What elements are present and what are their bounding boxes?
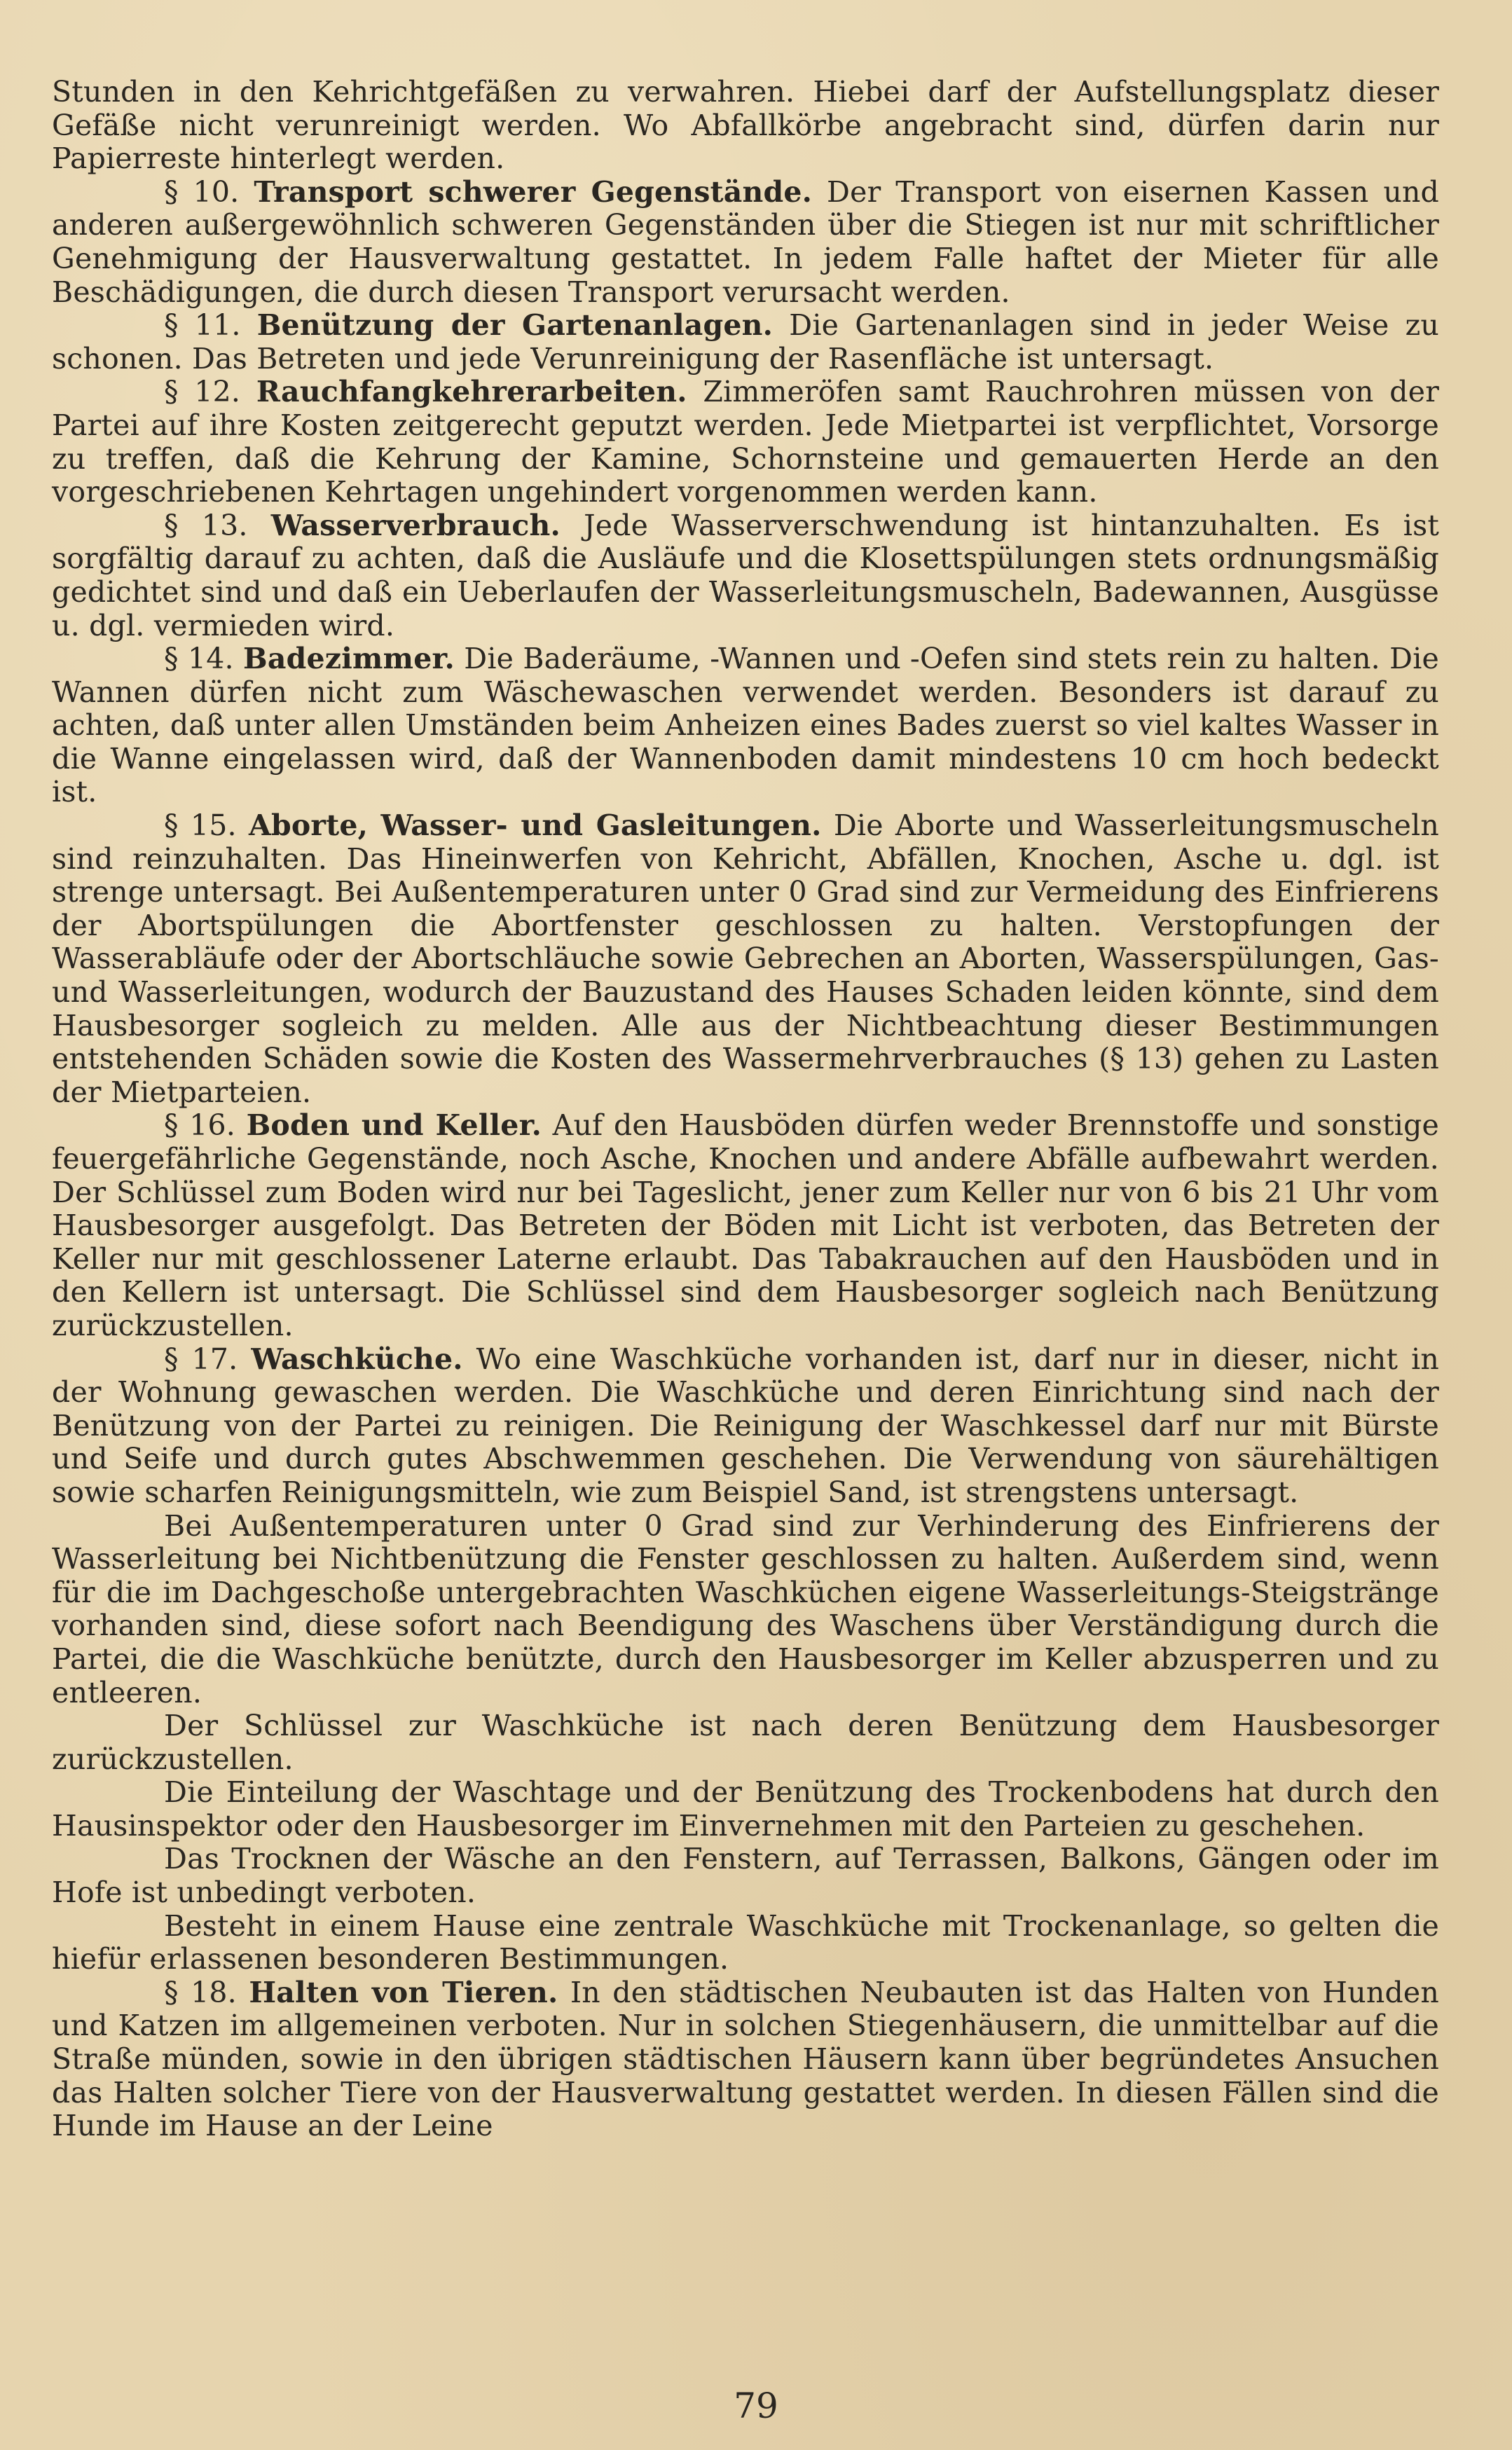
paragraph-body: Der Schlüssel zur Waschküche ist nach deren Benützung dem Hausbesorger zurückzustellen.: [52, 1709, 1439, 1776]
section-heading: Boden und Keller.: [246, 1108, 542, 1143]
section-number: § 13.: [164, 508, 248, 542]
section-heading: Waschküche.: [251, 1342, 463, 1376]
section-number: § 12.: [164, 375, 241, 409]
section-body: Wo eine Waschküche vorhanden ist, darf nur in dieser, nicht in der Wohnung gewaschen werden. Die Waschküche und deren Einrichtung sind nach der Benützung von der Partei zu reinigen. Die Reinigung der Waschkessel darf nur mit Bürste und Seife und durch gutes Abschwemmen geschehen. Die Verwendung von säurehältigen sowie scharfen Reinigungsmitteln, wie zum Beispiel Sand, ist strengstens untersagt.: [52, 1342, 1440, 1509]
section-heading: Benützung der Gartenanlagen.: [256, 308, 774, 343]
paragraph-body: Besteht in einem Hause eine zentrale Waschküche mit Trockenanlage, so gelten die hiefür erlassenen besonderen Bestimmungen.: [52, 1908, 1439, 1976]
section-number: § 15.: [164, 808, 237, 843]
section-number: § 18.: [164, 1975, 237, 2009]
section-number: § 16.: [164, 1108, 236, 1143]
section-16: [52, 1109, 1439, 1342]
section-heading: Transport schwerer Gegenstände.: [254, 174, 813, 209]
section-heading: Rauchfangkehrerarbeiten.: [256, 375, 687, 409]
section-heading: Aborte, Wasser- und Gasleitungen.: [248, 808, 822, 843]
section-heading: Halten von Tieren.: [249, 1975, 558, 2009]
section-17-paragraph-6: [52, 1910, 1439, 1976]
paragraph-body: Das Trocknen der Wäsche an den Fenstern, auf Terrassen, Balkons, Gängen oder im Hofe ist unbedingt verboten.: [52, 1842, 1439, 1910]
paragraph-body: Stunden in den Kehrichtgefäßen zu verwahren. Hiebei darf der Aufstellungsplatz dieser Gefäße nicht verunreinigt werden. Wo Abfallkörbe angebracht sind, dürfen darin nur Papierreste hinterlegt werden.: [52, 75, 1439, 176]
section-number: § 11.: [164, 308, 241, 343]
page-number: 79: [734, 2386, 778, 2426]
section-body: Die Gartenanlagen sind in jeder Weise zu schonen. Das Betreten und jede Verunreinigung der Rasenfläche ist untersagt.: [52, 308, 1439, 376]
section-17-paragraph-2: [52, 1510, 1439, 1710]
section-10: [52, 176, 1439, 309]
paragraph-continuation: [52, 76, 1439, 176]
section-body: Die Baderäume, -Wannen und -Oefen sind stets rein zu halten. Die Wannen dürfen nicht zum Wäschewaschen verwendet werden. Besonders ist darauf zu achten, daß unter allen Umständen beim Anheizen eines Bades zuerst so viel kaltes Wasser in die Wanne eingelassen wird, daß der Wannenboden damit mindestens 10 cm hoch bedeckt ist.: [52, 642, 1440, 809]
section-body: Der Transport von eisernen Kassen und anderen außergewöhnlich schweren Gegenständen über die Stiegen ist nur mit schriftlicher Genehmigung der Hausverwaltung gestattet. In jedem Falle haftet der Mieter für alle Beschädigungen, die durch diesen Transport verursacht werden.: [52, 174, 1439, 309]
section-11: [52, 309, 1439, 376]
section-heading: Wasserverbrauch.: [270, 508, 561, 542]
section-body: Die Aborte und Wasserleitungsmuscheln sind reinzuhalten. Das Hineinwerfen von Kehricht, Abfällen, Knochen, Asche u. dgl. ist strenge untersagt. Bei Außentemperaturen unter 0 Grad sind zur Vermeidung des Einfrierens der Abortspülungen die Abortfenster geschlossen zu halten. Verstopfungen der Wasserabläufe oder der Abortschläuche sowie Gebrechen an Aborten, Wasserspülungen, Gas- und Wasserleitungen, wodurch der Bauzustand des Hauses Schaden leiden könnte, sind dem Hausbesorger sogleich zu melden. Alle aus der Nichtbeachtung dieser Bestimmungen entstehenden Schäden sowie die Kosten des Wassermehrverbrauches (§ 13) gehen zu Lasten der Mietparteien.: [52, 808, 1439, 1109]
section-body: Auf den Hausböden dürfen weder Brennstoffe und sonstige feuergefährliche Gegenstände, noch Asche, Knochen und andere Abfälle aufbewahrt werden. Der Schlüssel zum Boden wird nur bei Tageslicht, jener zum Keller nur von 6 bis 21 Uhr vom Hausbesorger ausgefolgt. Das Betreten der Böden mit Licht ist verboten, das Betreten der Keller nur mit geschlossener Laterne erlaubt. Das Tabakrauchen auf den Hausböden und in den Kellern ist untersagt. Die Schlüssel sind dem Hausbesorger sogleich nach Benützung zurückzustellen.: [52, 1108, 1440, 1342]
section-14: [52, 642, 1439, 809]
section-18: [52, 1976, 1439, 2143]
body-text: [52, 76, 1439, 2143]
section-17: [52, 1343, 1439, 1510]
section-17-paragraph-3: [52, 1709, 1439, 1776]
section-number: § 10.: [164, 174, 240, 209]
paragraph-body: Die Einteilung der Waschtage und der Benützung des Trockenbodens hat durch den Hausinspektor oder den Hausbesorger im Einvernehmen mit den Parteien zu geschehen.: [52, 1775, 1439, 1843]
section-15: [52, 809, 1439, 1109]
section-17-paragraph-5: [52, 1843, 1439, 1909]
section-body: In den städtischen Neubauten ist das Halten von Hunden und Katzen im allgemeinen verboten. Nur in solchen Stiegenhäusern, die unmittelbar auf die Straße münden, sowie in den übrigen städtischen Häusern kann über begründetes Ansuchen das Halten solcher Tiere von der Hausverwaltung gestattet werden. In diesen Fällen sind die Hunde im Hause an der Leine: [52, 1975, 1439, 2143]
section-13: [52, 509, 1439, 642]
section-number: § 17.: [164, 1342, 238, 1376]
section-17-paragraph-4: [52, 1776, 1439, 1843]
section-heading: Badezimmer.: [243, 642, 455, 676]
section-number: § 14.: [164, 642, 234, 676]
section-body: Zimmeröfen samt Rauchrohren müssen von der Partei auf ihre Kosten zeitgerecht geputzt werden. Jede Mietpartei ist verpflichtet, Vorsorge zu treffen, daß die Kehrung der Kamine, Schornsteine und gemauerten Herde an den vorgeschriebenen Kehrtagen ungehindert vorgenommen werden kann.: [52, 375, 1440, 509]
section-12: [52, 376, 1439, 509]
section-body: Jede Wasserverschwendung ist hintanzuhalten. Es ist sorgfältig darauf zu achten, daß die Ausläufe und die Klosettspülungen stets ordnungsmäßig gedichtet sind und daß ein Ueberlaufen der Wasserleitungsmuscheln, Badewannen, Ausgüsse u. dgl. vermieden wird.: [52, 508, 1440, 642]
paragraph-body: Bei Außentemperaturen unter 0 Grad sind zur Verhinderung des Einfrierens der Wasserleitung bei Nichtbenützung die Fenster geschlossen zu halten. Außerdem sind, wenn für die im Dachgeschoße untergebrachten Waschküchen eigene Wasserleitungs-Steigstränge vorhanden sind, diese sofort nach Beendigung des Waschens über Verständigung durch die Partei, die die Waschküche benützte, durch den Hausbesorger im Keller abzusperren und zu entleeren.: [52, 1508, 1439, 1709]
